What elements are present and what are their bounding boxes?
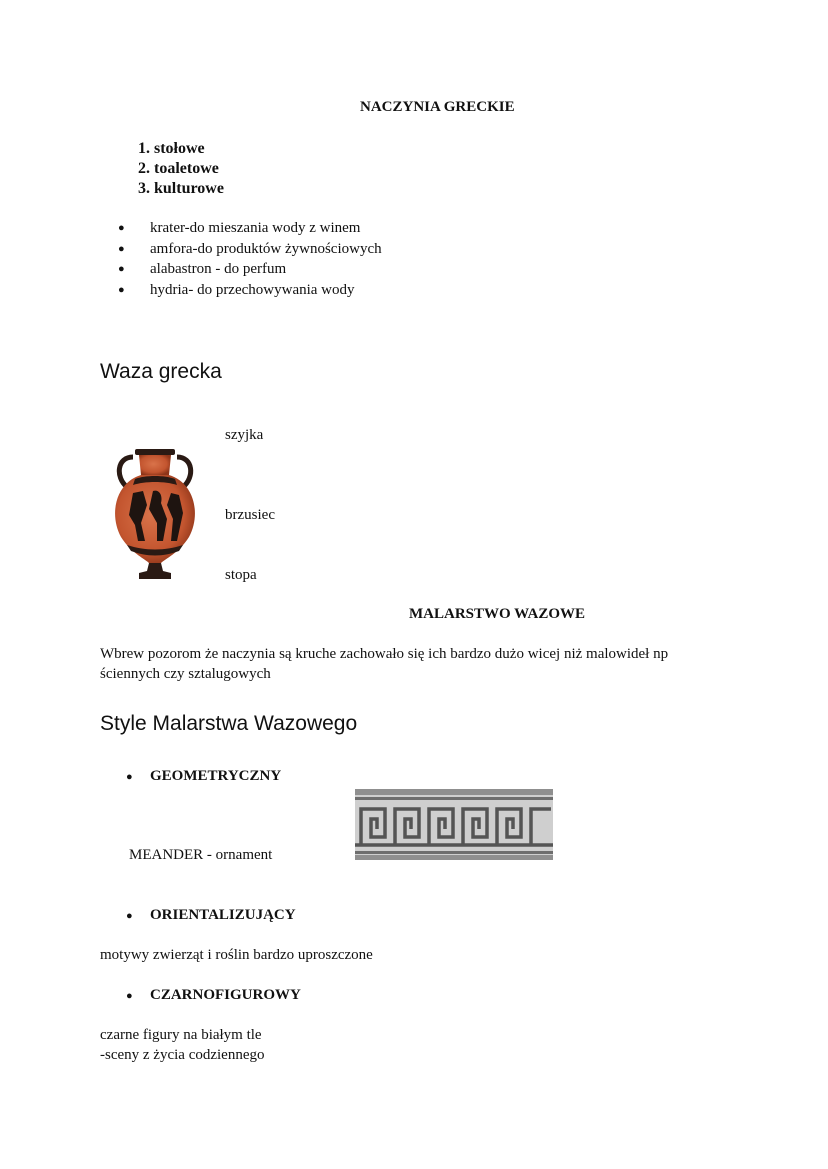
vessel-types-list: [112, 139, 224, 199]
list-item: ● alabastron - do perfum: [118, 259, 382, 280]
list-item: 1. stołowe: [138, 140, 205, 157]
bullet-icon: ●: [118, 242, 125, 255]
meander-caption: MEANDER - ornament: [129, 847, 273, 863]
list-item: 2. toaletowe: [138, 160, 219, 177]
style-orientalizing: ● ORIENTALIZUJĄCY: [126, 907, 296, 923]
paragraph-line: ściennych czy sztalugowych: [100, 666, 271, 682]
bullet-icon: ●: [118, 222, 125, 234]
bullet-icon: ●: [118, 263, 125, 275]
orientalizing-note: motywy zwierząt i roślin bardzo uproszczone: [100, 947, 373, 963]
paragraph-line: Wbrew pozorom że naczynia są kruche zachowało się ich bardzo dużo wicej niż malowideł np: [100, 646, 669, 662]
vase-part-foot: stopa: [225, 567, 257, 583]
vase-part-neck: szyjka: [225, 427, 264, 443]
bullet-icon: ●: [126, 910, 133, 922]
vessel-uses-list: [118, 218, 382, 300]
bullet-icon: ●: [126, 990, 133, 1002]
list-item: ● amfora-do produktów żywnościowych: [118, 239, 382, 260]
meander-ornament-image: [355, 789, 553, 860]
list-item: 3. kulturowe: [138, 180, 224, 197]
greek-vase-image: [105, 445, 205, 585]
page-title: NACZYNIA GRECKIE: [360, 99, 515, 115]
styles-heading: Style Malarstwa Wazowego: [100, 712, 358, 735]
style-black-figure: ● CZARNOFIGUROWY: [126, 987, 301, 1003]
black-figure-note: czarne figury na białym tle: [100, 1027, 262, 1043]
list-item: ● hydria- do przechowywania wody: [118, 280, 382, 301]
vase-heading: Waza grecka: [100, 360, 222, 383]
bullet-icon: ●: [118, 283, 125, 296]
vase-part-belly: brzusiec: [225, 507, 275, 523]
black-figure-note: -sceny z życia codziennego: [100, 1047, 265, 1063]
section-title: MALARSTWO WAZOWE: [409, 606, 586, 622]
style-geometric: ● GEOMETRYCZNY: [126, 768, 282, 784]
list-item: ● krater-do mieszania wody z winem: [118, 218, 382, 239]
bullet-icon: ●: [126, 771, 133, 783]
